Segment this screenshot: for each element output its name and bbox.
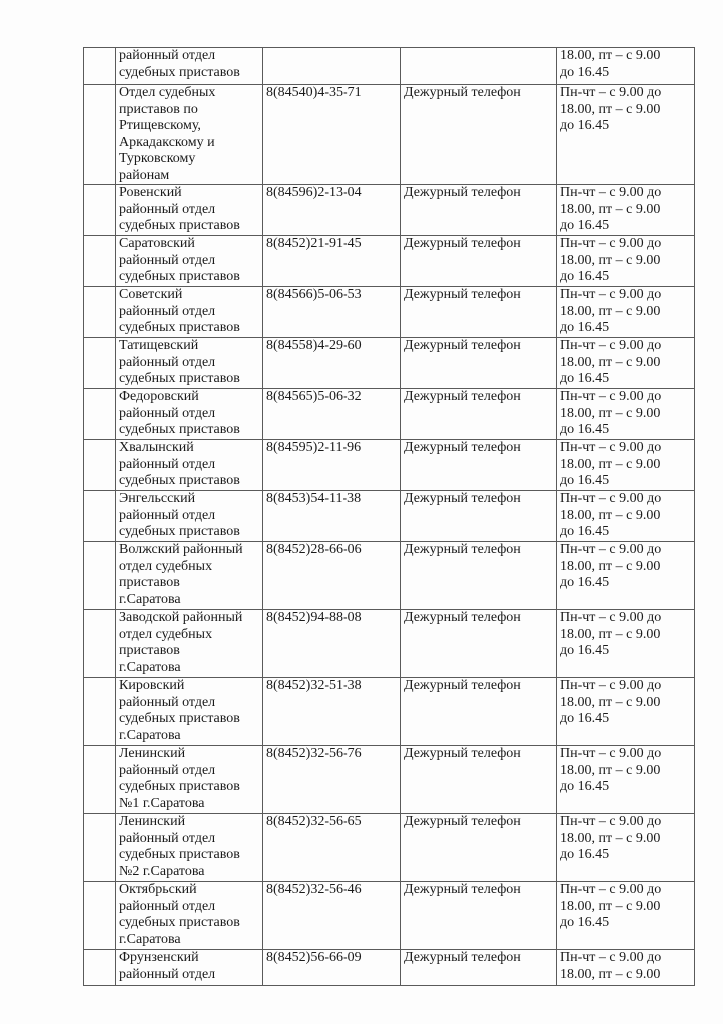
row-number-cell [84,678,116,746]
row-number-cell [84,542,116,610]
phone-number: 8(8452)32-51-38 [266,678,362,693]
phone-cell [263,338,401,389]
working-hours-line: 18.00, пт – с 9.00 [560,830,661,846]
working-hours-cell [557,48,695,85]
office-name-cell [116,236,263,287]
office-name-line: Ленинский [119,746,186,761]
office-name-line: районам [119,167,170,183]
office-name-line: районный отдел [119,456,216,472]
phone-type: Дежурный телефон [404,814,521,829]
phone-type: Дежурный телефон [404,882,521,897]
phone-type: Дежурный телефон [404,338,521,353]
office-name-line: районный отдел [119,201,216,217]
phone-cell [263,287,401,338]
phone-cell [263,950,401,986]
phone-type-cell [401,236,557,287]
working-hours-cell [557,542,695,610]
office-name-line: Саратовский [119,236,195,251]
bailiff-offices-table [83,47,695,986]
working-hours-line: до 16.45 [560,524,610,539]
office-name-line: Советский [119,287,183,302]
office-name-line: судебных приставов [119,473,240,488]
phone-type-cell [401,814,557,882]
row-number-cell [84,389,116,440]
office-name-line: судебных приставов [119,779,240,794]
office-name-line: районный отдел [119,762,216,778]
office-name-line: судебных приставов [119,64,240,80]
working-hours-cell [557,389,695,440]
working-hours-cell [557,814,695,882]
working-hours-cell [557,678,695,746]
office-name-line: Кировский [119,678,185,693]
phone-number: 8(8453)54-11-38 [266,491,362,506]
row-number-cell [84,950,116,986]
phone-cell [263,678,401,746]
office-name-line: Октябрьский [119,882,197,897]
phone-number: 8(8452)21-91-45 [266,236,362,251]
phone-number: 8(84558)4-29-60 [266,338,362,353]
phone-number: 8(84540)4-35-71 [266,85,362,100]
row-number-cell [84,746,116,814]
working-hours-line: Пн-чт – с 9.00 до [560,678,662,693]
office-name-cell [116,287,263,338]
table-row [84,542,695,610]
working-hours-line: Пн-чт – с 9.00 до [560,950,662,965]
working-hours-cell [557,746,695,814]
working-hours-line: Пн-чт – с 9.00 до [560,338,662,353]
office-name-line: Ленинский [119,814,186,829]
row-number-cell [84,48,116,85]
office-name-line: г.Саратова [119,727,181,743]
table-row [84,440,695,491]
phone-type-cell [401,85,557,185]
phone-type: Дежурный телефон [404,440,521,455]
working-hours-line: Пн-чт – с 9.00 до [560,610,662,625]
office-name-line: г.Саратова [119,591,181,607]
working-hours-line: Пн-чт – с 9.00 до [560,236,662,251]
row-number-cell [84,185,116,236]
working-hours-line: 18.00, пт – с 9.00 [560,456,661,472]
table-row [84,48,695,85]
working-hours-line: Пн-чт – с 9.00 до [560,440,662,455]
office-name-line: приставов по [119,101,198,117]
table-row [84,882,695,950]
working-hours-line: Пн-чт – с 9.00 до [560,814,662,829]
office-name-line: судебных приставов [119,711,240,726]
office-name-line: судебных приставов [119,371,240,386]
working-hours-cell [557,882,695,950]
working-hours-cell [557,236,695,287]
table-row [84,678,695,746]
phone-type: Дежурный телефон [404,389,521,404]
phone-cell [263,814,401,882]
phone-type: Дежурный телефон [404,85,521,100]
working-hours-line: Пн-чт – с 9.00 до [560,746,662,761]
phone-number: 8(8452)28-66-06 [266,542,362,557]
phone-number: 8(8452)32-56-76 [266,746,362,761]
office-name-line: Турковскому [119,151,196,166]
phone-cell [263,440,401,491]
phone-number: 8(8452)56-66-09 [266,950,362,965]
working-hours-line: 18.00, пт – с 9.00 [560,201,661,217]
working-hours-line: до 16.45 [560,711,610,726]
table-row [84,338,695,389]
phone-cell [263,542,401,610]
phone-cell [263,746,401,814]
working-hours-line: 18.00, пт – с 9.00 [560,48,661,63]
office-name-cell [116,814,263,882]
working-hours-line: 18.00, пт – с 9.00 [560,898,661,914]
office-name-line: районный отдел [119,966,216,982]
working-hours-line: 18.00, пт – с 9.00 [560,303,661,319]
row-number-cell [84,610,116,678]
phone-type: Дежурный телефон [404,287,521,302]
office-name-line: отдел судебных [119,626,213,642]
phone-type: Дежурный телефон [404,746,521,761]
working-hours-line: 18.00, пт – с 9.00 [560,626,661,642]
table-row [84,746,695,814]
phone-type-cell [401,389,557,440]
phone-cell [263,85,401,185]
office-name-line: судебных приставов [119,847,240,862]
phone-type-cell [401,48,557,85]
working-hours-line: 18.00, пт – с 9.00 [560,101,661,117]
working-hours-line: до 16.45 [560,915,610,930]
row-number-cell [84,338,116,389]
table-row [84,185,695,236]
phone-type: Дежурный телефон [404,185,521,200]
working-hours-line: Пн-чт – с 9.00 до [560,185,662,200]
office-name-line: Фрунзенский [119,950,199,965]
office-name-line: Аркадакскому и [119,134,215,150]
office-name-line: судебных приставов [119,269,240,284]
working-hours-line: до 16.45 [560,847,610,862]
phone-number: 8(84566)5-06-53 [266,287,362,302]
working-hours-line: Пн-чт – с 9.00 до [560,491,662,506]
office-name-cell [116,338,263,389]
working-hours-line: до 16.45 [560,422,610,437]
working-hours-line: до 16.45 [560,118,610,133]
working-hours-line: Пн-чт – с 9.00 до [560,389,662,404]
working-hours-line: 18.00, пт – с 9.00 [560,558,661,574]
office-name-line: Татищевский [119,338,199,353]
office-name-cell [116,610,263,678]
phone-type-cell [401,287,557,338]
working-hours-line: до 16.45 [560,64,610,80]
row-number-cell [84,85,116,185]
working-hours-line: до 16.45 [560,371,610,386]
table-row [84,950,695,986]
office-name-line: районный отдел [119,830,216,846]
office-name-line: Ровенский [119,185,182,200]
working-hours-line: до 16.45 [560,779,610,794]
phone-cell [263,610,401,678]
phone-cell [263,389,401,440]
office-name-line: судебных приставов [119,320,240,335]
working-hours-line: 18.00, пт – с 9.00 [560,405,661,421]
office-name-cell [116,185,263,236]
table-row [84,85,695,185]
working-hours-cell [557,185,695,236]
phone-type: Дежурный телефон [404,678,521,693]
office-name-line: приставов [119,643,180,658]
office-name-cell [116,389,263,440]
phone-type: Дежурный телефон [404,542,521,557]
working-hours-line: до 16.45 [560,643,610,658]
phone-type-cell [401,338,557,389]
office-name-cell [116,85,263,185]
office-name-line: районный отдел [119,252,216,268]
office-name-line: районный отдел [119,48,216,63]
table-row [84,236,695,287]
working-hours-cell [557,491,695,542]
office-name-line: №1 г.Саратова [119,795,205,811]
table-row [84,814,695,882]
row-number-cell [84,236,116,287]
office-name-cell [116,440,263,491]
working-hours-line: до 16.45 [560,218,610,233]
row-number-cell [84,882,116,950]
working-hours-cell [557,338,695,389]
phone-cell [263,236,401,287]
working-hours-cell [557,440,695,491]
table-row [84,287,695,338]
row-number-cell [84,814,116,882]
phone-cell [263,491,401,542]
office-name-line: Хвалынский [119,440,194,455]
working-hours-line: 18.00, пт – с 9.00 [560,694,661,710]
office-name-line: районный отдел [119,694,216,710]
phone-type-cell [401,746,557,814]
office-name-line: Волжский районный [119,542,243,557]
phone-cell [263,882,401,950]
working-hours-line: Пн-чт – с 9.00 до [560,85,662,100]
phone-cell [263,185,401,236]
phone-number: 8(8452)94-88-08 [266,610,362,625]
table-row [84,389,695,440]
phone-type-cell [401,440,557,491]
office-name-line: районный отдел [119,405,216,421]
working-hours-cell [557,950,695,986]
office-name-line: Отдел судебных [119,85,216,100]
phone-type: Дежурный телефон [404,950,521,965]
phone-number: 8(8452)32-56-65 [266,814,362,829]
office-name-cell [116,882,263,950]
phone-type: Дежурный телефон [404,236,521,251]
office-name-line: г.Саратова [119,931,181,947]
office-name-cell [116,678,263,746]
office-name-line: г.Саратова [119,659,181,675]
working-hours-cell [557,85,695,185]
working-hours-line: 18.00, пт – с 9.00 [560,966,661,982]
phone-type-cell [401,610,557,678]
working-hours-line: Пн-чт – с 9.00 до [560,882,662,897]
office-name-line: районный отдел [119,354,216,370]
row-number-cell [84,440,116,491]
office-name-line: судебных приставов [119,915,240,930]
office-name-line: отдел судебных [119,558,213,574]
office-name-cell [116,491,263,542]
working-hours-line: Пн-чт – с 9.00 до [560,287,662,302]
office-name-line: Энгельсский [119,491,196,506]
office-name-line: Заводской районный [119,610,243,625]
office-name-cell [116,542,263,610]
working-hours-line: Пн-чт – с 9.00 до [560,542,662,557]
office-name-line: Федоровский [119,389,199,404]
office-name-line: приставов [119,575,180,590]
office-name-line: судебных приставов [119,218,240,233]
working-hours-line: до 16.45 [560,473,610,488]
office-name-line: районный отдел [119,898,216,914]
phone-type-cell [401,678,557,746]
working-hours-cell [557,287,695,338]
phone-number: 8(84595)2-11-96 [266,440,362,455]
row-number-cell [84,491,116,542]
office-name-line: Ртищевскому, [119,118,201,133]
phone-type-cell [401,491,557,542]
office-name-line: судебных приставов [119,422,240,437]
office-name-line: районный отдел [119,507,216,523]
office-name-cell [116,746,263,814]
phone-type-cell [401,542,557,610]
phone-number: 8(8452)32-56-46 [266,882,362,897]
table-row [84,610,695,678]
phone-cell [263,48,401,85]
office-name-cell [116,950,263,986]
phone-type: Дежурный телефон [404,610,521,625]
working-hours-line: до 16.45 [560,320,610,335]
working-hours-line: 18.00, пт – с 9.00 [560,252,661,268]
phone-number: 8(84565)5-06-32 [266,389,362,404]
working-hours-line: до 16.45 [560,575,610,590]
table-row [84,491,695,542]
office-name-line: №2 г.Саратова [119,863,205,879]
office-name-cell [116,48,263,85]
working-hours-line: 18.00, пт – с 9.00 [560,507,661,523]
working-hours-line: 18.00, пт – с 9.00 [560,354,661,370]
working-hours-line: до 16.45 [560,269,610,284]
office-name-line: судебных приставов [119,524,240,539]
phone-type-cell [401,950,557,986]
phone-type-cell [401,185,557,236]
working-hours-cell [557,610,695,678]
office-name-line: районный отдел [119,303,216,319]
phone-number: 8(84596)2-13-04 [266,185,362,200]
row-number-cell [84,287,116,338]
working-hours-line: 18.00, пт – с 9.00 [560,762,661,778]
phone-type: Дежурный телефон [404,491,521,506]
phone-type-cell [401,882,557,950]
